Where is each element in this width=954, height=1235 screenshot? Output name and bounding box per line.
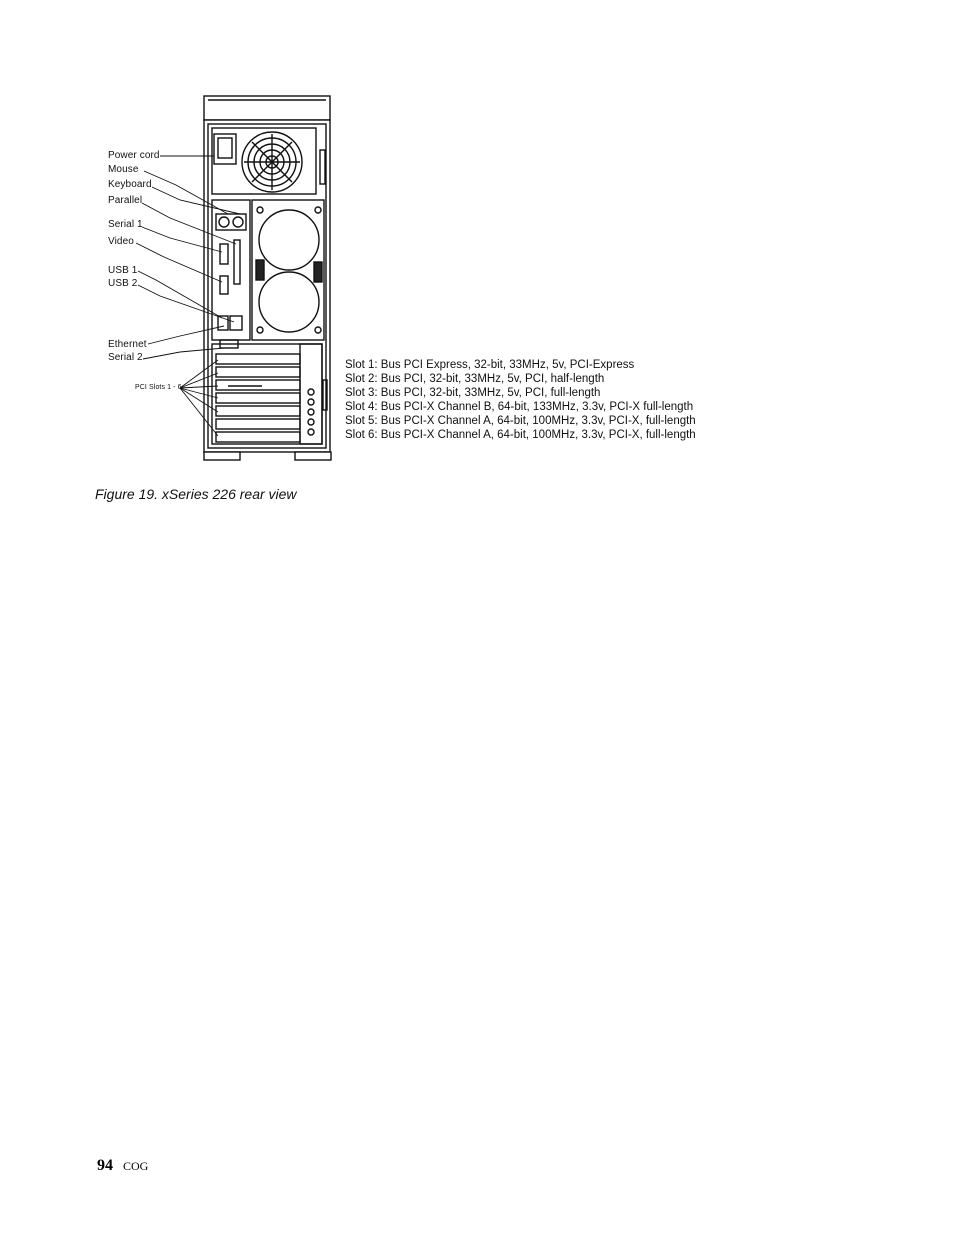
- slot-description: Slot 1: Bus PCI Express, 32-bit, 33MHz, 5v, PCI-Express: [345, 359, 635, 371]
- callout-usb-1: USB 1: [108, 265, 138, 276]
- callout-power-cord: Power cord: [108, 150, 160, 161]
- callout-pci-slots: PCI Slots 1 - 6: [135, 384, 182, 391]
- slot-description: Slot 5: Bus PCI-X Channel A, 64-bit, 100MHz, 3.3v, PCI-X, full-length: [345, 415, 696, 427]
- slot-description: Slot 3: Bus PCI, 32-bit, 33MHz, 5v, PCI, full-length: [345, 387, 601, 399]
- slot-description: Slot 4: Bus PCI-X Channel B, 64-bit, 133MHz, 3.3v, PCI-X full-length: [345, 401, 694, 413]
- callout-parallel: Parallel: [108, 195, 143, 206]
- callout-serial-1: Serial 1: [108, 219, 143, 230]
- document-name: COG: [123, 1159, 149, 1173]
- page-number: 94: [97, 1157, 113, 1174]
- callout-keyboard: Keyboard: [108, 179, 152, 190]
- callout-ethernet: Ethernet: [108, 339, 147, 350]
- page-footer: [97, 1157, 148, 1175]
- callout-video: Video: [108, 236, 134, 247]
- callout-serial-2: Serial 2: [108, 352, 143, 363]
- slot-description: Slot 6: Bus PCI-X Channel A, 64-bit, 100MHz, 3.3v, PCI-X, full-length: [345, 429, 696, 441]
- callout-usb-2: USB 2: [108, 278, 138, 289]
- slot-description: Slot 2: Bus PCI, 32-bit, 33MHz, 5v, PCI, half-length: [345, 373, 605, 385]
- figure-caption: Figure 19. xSeries 226 rear view: [95, 486, 297, 502]
- callout-mouse: Mouse: [108, 164, 139, 175]
